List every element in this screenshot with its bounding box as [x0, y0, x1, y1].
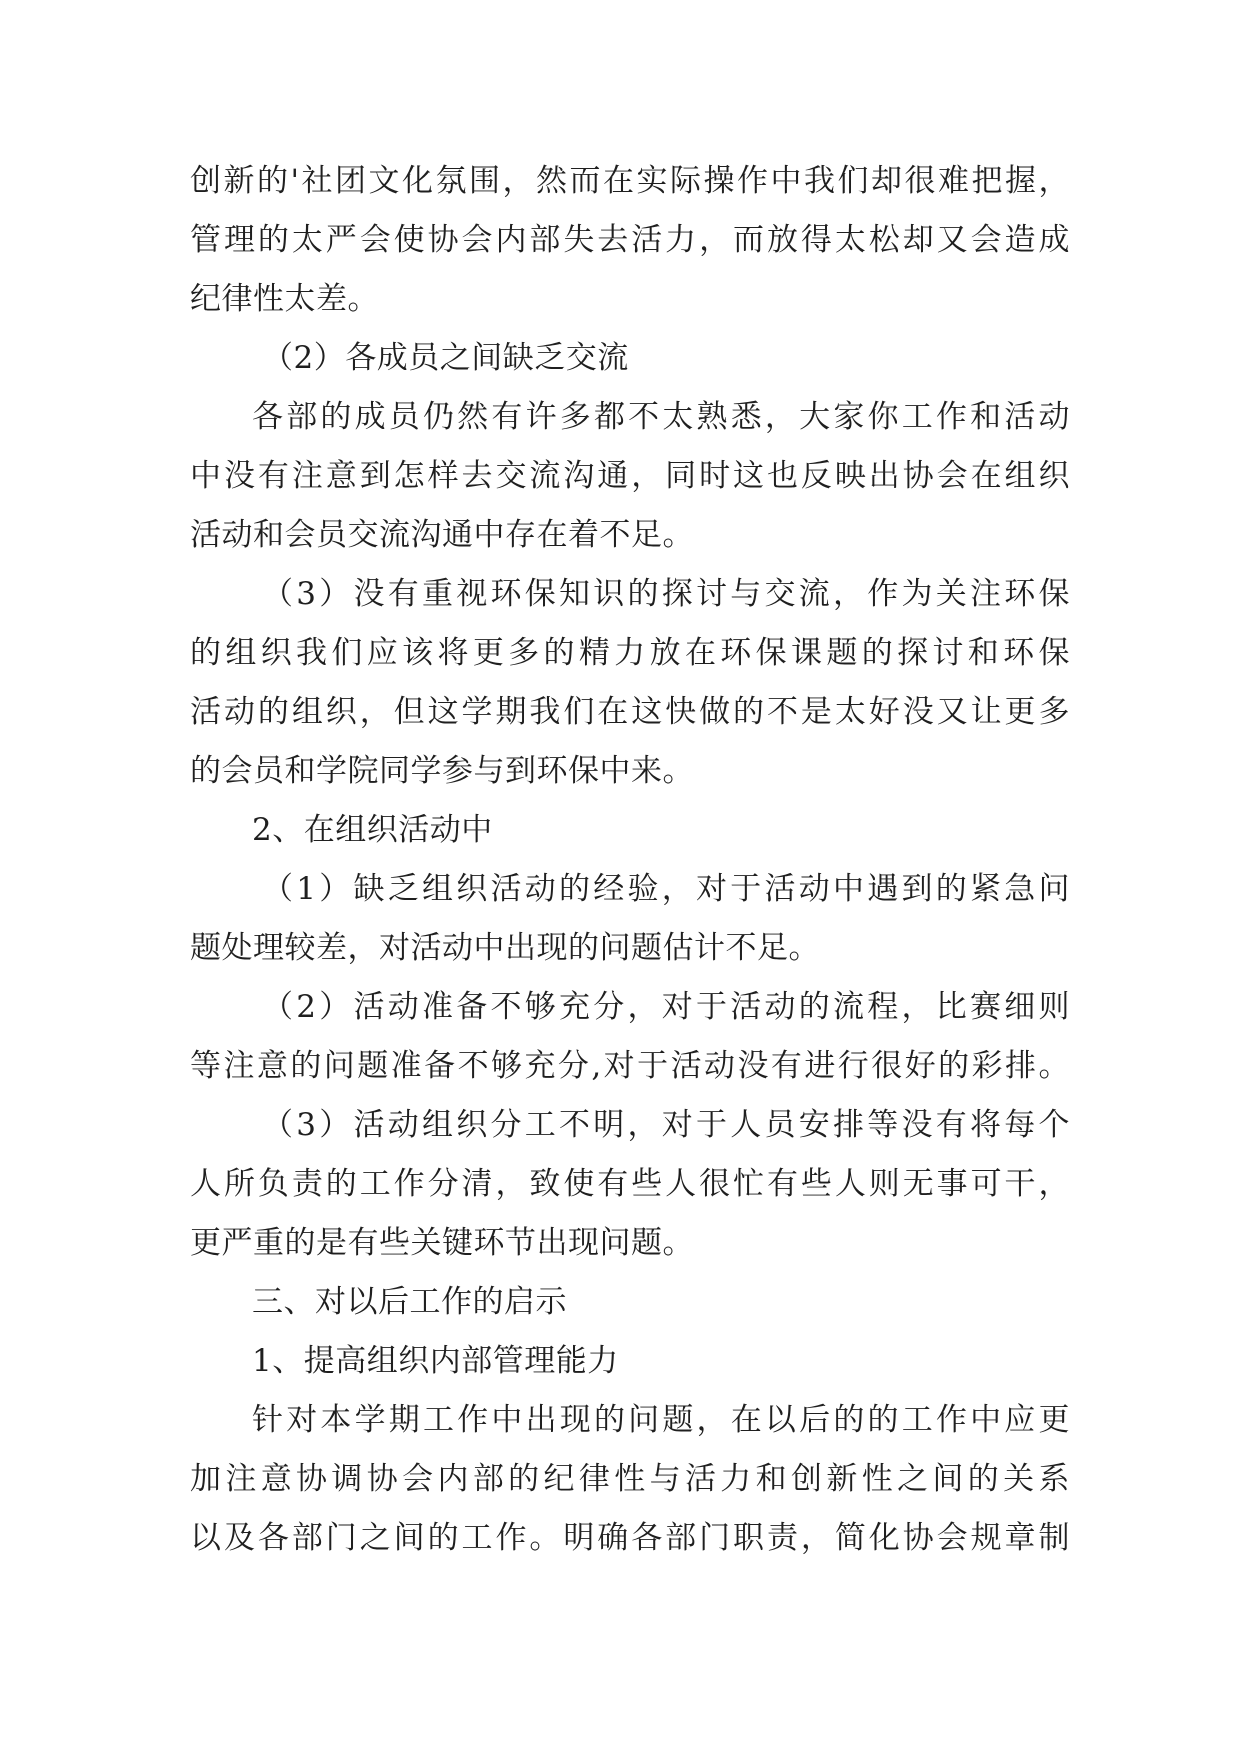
text-line: 中没有注意到怎样去交流沟通，同时这也反映出协会在组织	[190, 458, 1070, 494]
section-heading: 1、提高组织内部管理能力	[252, 1343, 619, 1379]
text-line: 的会员和学院同学参与到环保中来。	[190, 753, 694, 789]
section-heading: 2、在组织活动中	[252, 812, 493, 848]
text-line: 等注意的问题准备不够充分,对于活动没有进行很好的彩排。	[190, 1048, 1070, 1084]
document-body	[190, 152, 1070, 1568]
text-line: （3）没有重视环保知识的探讨与交流，作为关注环保	[262, 576, 1070, 612]
text-line: 各部的成员仍然有许多都不太熟悉，大家你工作和活动	[252, 399, 1070, 435]
text-line: 活动和会员交流沟通中存在着不足。	[190, 517, 694, 553]
text-line: 活动的组织，但这学期我们在这快做的不是太好没又让更多	[190, 694, 1070, 730]
text-line: 管理的太严会使协会内部失去活力，而放得太松却又会造成	[190, 222, 1070, 258]
section-heading: （2）各成员之间缺乏交流	[262, 340, 629, 376]
text-line: （2）活动准备不够充分，对于活动的流程，比赛细则	[262, 989, 1070, 1025]
text-line: （1）缺乏组织活动的经验，对于活动中遇到的紧急问	[262, 871, 1070, 907]
text-line: 的组织我们应该将更多的精力放在环保课题的探讨和环保	[190, 635, 1070, 671]
text-line: 创新的'社团文化氛围，然而在实际操作中我们却很难把握，	[190, 163, 1070, 199]
text-line: （3）活动组织分工不明，对于人员安排等没有将每个	[262, 1107, 1070, 1143]
text-line: 针对本学期工作中出现的问题，在以后的的工作中应更	[252, 1402, 1070, 1438]
text-line: 更严重的是有些关键环节出现问题。	[190, 1225, 694, 1261]
text-line: 人所负责的工作分清，致使有些人很忙有些人则无事可干，	[190, 1166, 1070, 1202]
text-line: 题处理较差，对活动中出现的问题估计不足。	[190, 930, 820, 966]
section-heading: 三、对以后工作的启示	[252, 1284, 567, 1320]
text-line: 纪律性太差。	[190, 281, 379, 317]
text-line: 加注意协调协会内部的纪律性与活力和创新性之间的关系	[190, 1461, 1070, 1497]
text-line: 以及各部门之间的工作。明确各部门职责，简化协会规章制	[190, 1520, 1070, 1556]
